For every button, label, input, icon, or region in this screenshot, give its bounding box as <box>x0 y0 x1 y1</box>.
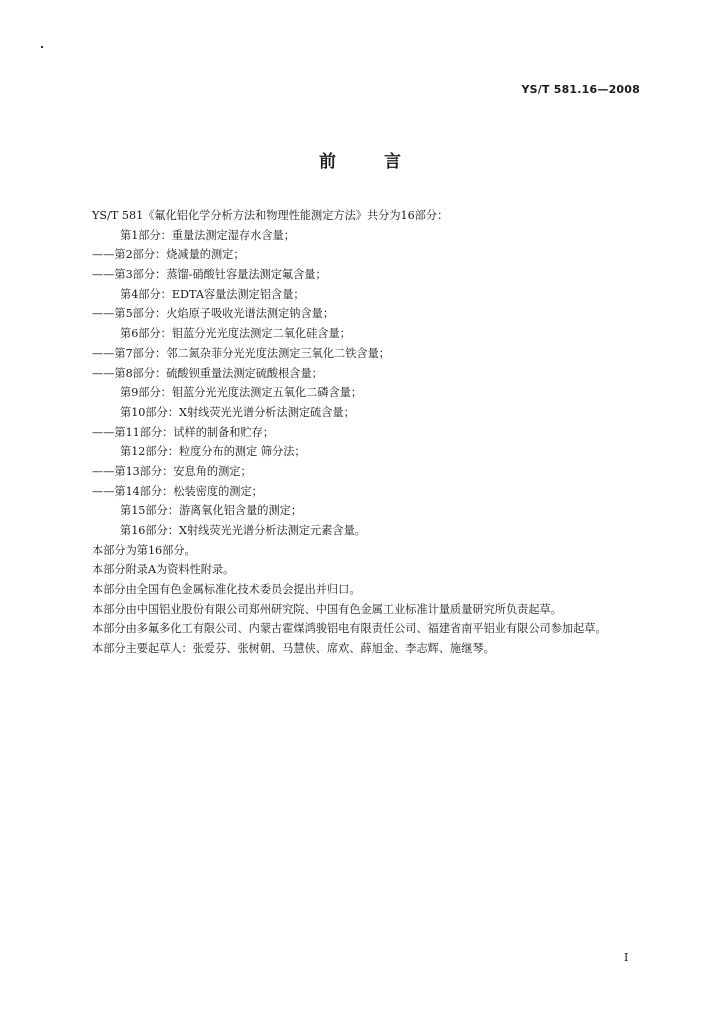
list-item: 第10部分：X射线荧光光谱分析法测定硫含量； <box>120 405 355 419</box>
list-item: ——第5部分：火焰原子吸收光谱法测定钠含量； <box>92 307 335 321</box>
list-item: ——第11部分：试样的制备和贮存； <box>92 425 275 439</box>
list-item: ——第7部分：邻二氮杂菲分光光度法测定三氧化二铁含量； <box>92 346 390 360</box>
list-item: 第16部分：X射线荧光光谱分析法测定元素含量。 <box>120 524 366 537</box>
list-item: ——第2部分：烧减量的测定； <box>92 248 245 262</box>
page-title: 前言 <box>319 152 449 172</box>
list-item: 第12部分：粒度分布的测定 筛分法； <box>120 445 306 459</box>
foreword-body <box>66 206 651 659</box>
list-item: ——第3部分：蒸馏-硝酸钍容量法测定氟含量； <box>92 268 327 282</box>
scan-speck <box>41 46 43 48</box>
paragraph: 本部分由多氟多化工有限公司、内蒙古霍煤鸿骏铝电有限责任公司、福建省南平铝业有限公司参加起草。 <box>92 622 607 636</box>
paragraph: 本部分为第16部分。 <box>92 543 196 557</box>
list-item: ——第14部分：松装密度的测定； <box>92 484 263 498</box>
standard-id: YS/T 581.16—2008 <box>521 83 640 96</box>
list-item: 第15部分：游离氧化铝含量的测定； <box>120 504 303 518</box>
list-item: 第9部分：钼蓝分光光度法测定五氧化二磷含量； <box>120 386 363 400</box>
parts-list <box>66 226 651 541</box>
list-item: ——第8部分：硫酸钡重量法测定硫酸根含量； <box>92 366 323 380</box>
paragraph: 本部分由全国有色金属标准化技术委员会提出并归口。 <box>92 583 361 597</box>
paragraph: 本部分主要起草人：张爱芬、张树朝、马慧侠、席欢、薛旭金、李志辉、施继琴。 <box>92 642 495 656</box>
intro-line: YS/T 581《氟化铝化学分析方法和物理性能测定方法》共分为16部分： <box>92 209 449 222</box>
list-item: 第6部分：钼蓝分光光度法测定二氧化硅含量； <box>120 327 351 341</box>
paragraph: 本部分附录A为资料性附录。 <box>92 563 235 577</box>
list-item: 第4部分：EDTA容量法测定铝含量； <box>120 287 305 301</box>
list-item: ——第13部分：安息角的测定； <box>92 464 252 478</box>
page-number: I <box>624 951 629 964</box>
list-item: 第1部分：重量法测定湿存水含量； <box>120 228 295 242</box>
paragraph: 本部分由中国铝业股份有限公司郑州研究院、中国有色金属工业标准计量质量研究所负责起草。 <box>92 602 562 616</box>
